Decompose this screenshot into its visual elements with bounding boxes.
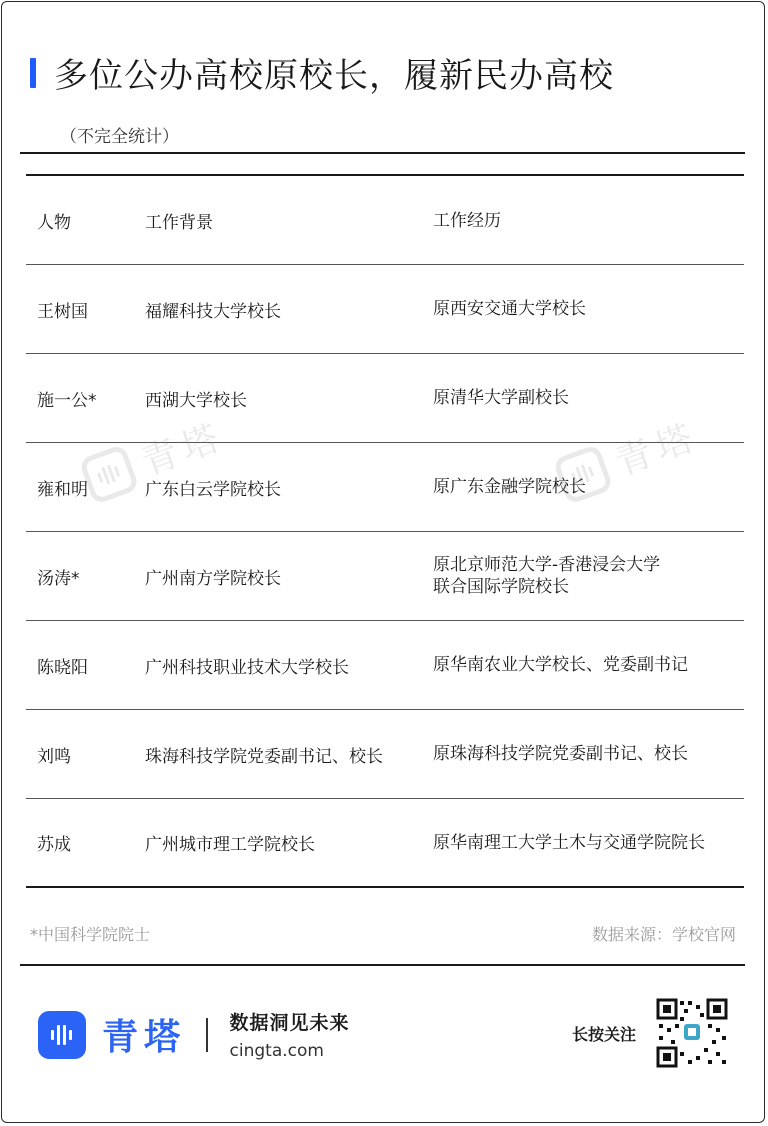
work-history: 原清华大学副校长 — [433, 388, 569, 408]
work-background: 西湖大学校长 — [145, 390, 247, 411]
person-name: 刘鸣 — [37, 746, 71, 767]
footnote: *中国科学院院士 — [30, 925, 151, 944]
work-background: 珠海科技学院党委副书记、校长 — [145, 746, 383, 767]
table-top-rule — [26, 174, 744, 176]
work-background: 福耀科技大学校长 — [145, 301, 281, 322]
bottom-divider — [20, 964, 745, 966]
person-name: 施一公* — [37, 390, 97, 411]
table-header-row — [26, 177, 744, 265]
person-name: 汤涛* — [37, 568, 80, 589]
table-row — [26, 532, 744, 621]
page-title: 多位公办高校原校长，履新民办高校 — [54, 56, 614, 96]
table-row — [26, 621, 744, 710]
brand-name: 青塔 — [102, 1017, 187, 1058]
table-row — [26, 799, 744, 888]
column-header-person: 人物 — [37, 213, 71, 233]
data-source: 数据来源：学校官网 — [591, 925, 736, 944]
follow-label: 长按关注 — [572, 1025, 637, 1044]
table-row — [26, 354, 744, 443]
work-history: 原广东金融学院校长 — [433, 477, 586, 497]
watermark: 青塔 — [552, 409, 705, 506]
work-history: 原西安交通大学校长 — [433, 299, 586, 319]
title-accent-bar — [30, 58, 36, 88]
top-divider — [20, 152, 745, 154]
work-history: 原珠海科技学院党委副书记、校长 — [433, 744, 688, 764]
person-name: 陈晓阳 — [37, 657, 88, 678]
qr-code-icon[interactable] — [656, 998, 728, 1068]
brand-url[interactable]: cingta.com — [229, 1041, 324, 1061]
person-name: 苏成 — [37, 835, 71, 855]
page-subtitle: （不完全统计） — [60, 127, 179, 147]
table-row — [26, 443, 744, 532]
title-block — [30, 48, 614, 97]
brand-block — [38, 1008, 350, 1061]
data-table — [26, 177, 744, 888]
column-header-background: 工作背景 — [145, 213, 213, 233]
watermark: 青塔 — [78, 409, 231, 506]
work-background: 广州南方学院校长 — [145, 568, 281, 589]
table-row — [26, 710, 744, 799]
work-history: 原华南理工大学土木与交通学院院长 — [433, 832, 705, 853]
brand-slogan: 数据洞见未来 — [229, 1012, 350, 1034]
person-name: 王树国 — [37, 301, 88, 322]
person-name: 雍和明 — [37, 479, 88, 500]
brand-separator — [206, 1018, 208, 1052]
work-background: 广州科技职业技术大学校长 — [145, 657, 349, 678]
column-header-history: 工作经历 — [433, 210, 501, 231]
work-background: 广东白云学院校长 — [145, 479, 281, 500]
work-background: 广州城市理工学院校长 — [145, 835, 315, 855]
table-row — [26, 265, 744, 354]
bars-logo-icon — [38, 1011, 86, 1059]
work-history: 原北京师范大学-香港浸会大学 联合国际学院校长 — [433, 555, 661, 597]
work-history: 原华南农业大学校长、党委副书记 — [433, 655, 688, 675]
